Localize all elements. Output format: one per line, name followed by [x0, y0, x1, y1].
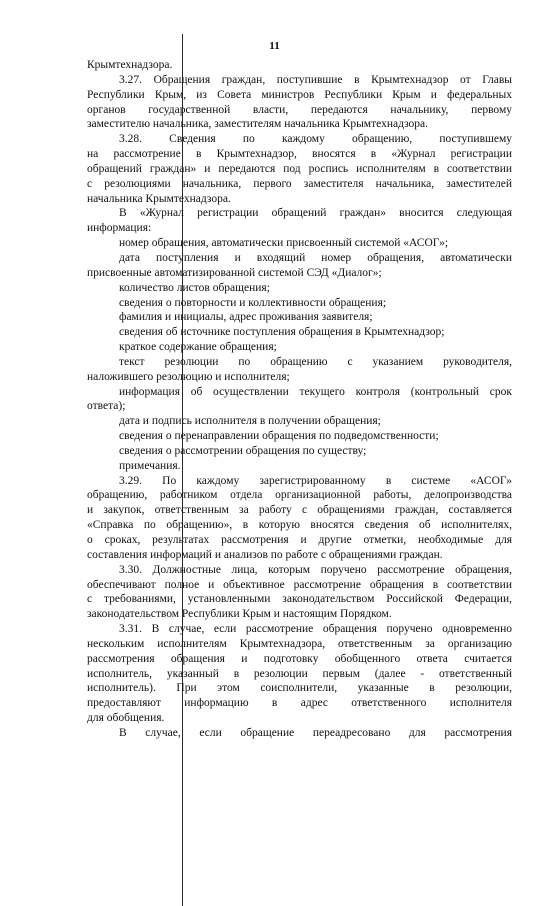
text-line: рассмотрения обращения и подготовку обобщенного ответа считается	[87, 652, 512, 665]
paragraph	[87, 58, 512, 73]
text-line: информация:	[87, 222, 152, 235]
text-line: законодательством Республики Крым и настоящим Порядком.	[87, 608, 392, 621]
text-line: заместителю начальника, заместителям начальника Крымтехнадзора.	[87, 118, 429, 131]
text-line: на рассмотрение в Крымтехнадзор, вносятся в «Журнал регистрации	[87, 148, 512, 161]
paragraph	[87, 385, 512, 415]
text-line: составления информаций и анализов по работе с обращениями граждан.	[87, 548, 443, 561]
paragraph	[87, 325, 512, 340]
text-line: примечания.	[119, 459, 181, 472]
text-line: дата и подпись исполнителя в получении обращения;	[119, 415, 381, 428]
text-line: сведения об источнике поступления обращения в Крымтехнадзор;	[119, 326, 445, 339]
text-line: сведения о перенаправлении обращения по подведомственности;	[119, 430, 439, 443]
text-line: Крымтехнадзора.	[87, 59, 173, 71]
text-line: сведения о повторности и коллективности обращения;	[119, 296, 387, 309]
paragraph	[87, 132, 512, 206]
paragraph	[87, 296, 512, 311]
text-line: органов государственной власти, передаются начальнику, первому	[87, 103, 512, 116]
text-line: с резолюциями начальника, первого заместителя начальника, заместителей	[87, 177, 512, 190]
paragraph	[87, 251, 512, 281]
text-line: 3.27. Обращения граждан, поступившие в Крымтехнадзор от Главы	[119, 73, 512, 86]
text-line: наложившего резолюцию и исполнителя;	[87, 370, 290, 383]
text-line: обеспечивают полное и объективное рассмотрение обращения в соответствии	[87, 578, 512, 591]
text-line: дата поступления и входящий номер обращения, автоматически	[119, 251, 512, 264]
text-line: присвоенные автоматизированной системой СЭД «Диалог»;	[87, 266, 382, 279]
page-number: 11	[269, 40, 280, 52]
text-line: исполнитель). При этом соисполнители, указанные в резолюции,	[87, 682, 512, 695]
text-line: информация об осуществлении текущего контроля (контрольный срок	[119, 385, 512, 398]
document-body	[87, 58, 512, 741]
text-line: обращений граждан» и передаются под роспись исполнителям в соответствии	[87, 162, 512, 175]
text-line: с требованиями, установленными законодательством Российской Федерации,	[87, 593, 512, 606]
text-line: предоставляют информацию в адрес ответственного исполнителя	[87, 697, 512, 710]
text-line: начальника Крымтехнадзора.	[87, 192, 231, 205]
paragraph	[87, 310, 512, 325]
text-line: для обобщения.	[87, 712, 165, 725]
text-line: фамилия и инициалы, адрес проживания заявителя;	[119, 311, 373, 324]
paragraph	[87, 414, 512, 429]
paragraph	[87, 236, 512, 251]
paragraph	[87, 281, 512, 296]
text-line: В «Журнал регистрации обращений граждан» вносится следующая	[119, 207, 512, 220]
text-line: о сроках, результатах рассмотрения и другие отметки, необходимые для	[87, 534, 512, 546]
paragraph	[87, 474, 512, 563]
paragraph	[87, 206, 512, 236]
text-line: В случае, если обращение переадресовано для рассмотрения	[119, 726, 512, 739]
paragraph	[87, 429, 512, 444]
text-line: 3.29. По каждому зарегистрированному в системе «АСОГ»	[119, 474, 512, 487]
text-line: ответа);	[87, 400, 126, 413]
text-line: 3.30. Должностные лица, которым поручено рассмотрение обращения,	[119, 563, 512, 576]
text-line: текст резолюции по обращению с указанием руководителя,	[119, 355, 512, 368]
text-line: обращению, работником отдела организационной работы, делопроизводства	[87, 489, 512, 502]
text-line: нескольким исполнителям Крымтехнадзора, ответственным за организацию	[87, 637, 512, 650]
text-line: исполнитель, указанный в резолюции первым (далее - ответственный	[87, 667, 512, 680]
paragraph	[87, 459, 512, 474]
text-line: 3.31. В случае, если рассмотрение обращения поручено одновременно	[119, 623, 512, 636]
paragraph	[87, 340, 512, 355]
text-line: и закупок, ответственным за работу с обращениями граждан, составляется	[87, 504, 512, 517]
paragraph	[87, 444, 512, 459]
paragraph	[87, 355, 512, 385]
text-line: краткое содержание обращения;	[119, 341, 277, 354]
paragraph	[87, 73, 512, 132]
paragraph	[87, 726, 512, 741]
text-line: сведения о рассмотрении обращения по существу;	[119, 444, 367, 457]
text-line: 3.28. Сведения по каждому обращению, поступившему	[119, 133, 512, 146]
text-line: количество листов обращения;	[119, 281, 270, 294]
text-line: номер обращения, автоматически присвоенный системой «АСОГ»;	[119, 237, 449, 250]
text-line: Республики Крым, из Совета министров Республики Крым и федеральных	[87, 88, 512, 101]
text-line: «Справка по обращению», в которую вносятся сведения об исполнителях,	[87, 519, 512, 532]
paragraph	[87, 622, 512, 726]
paragraph	[87, 563, 512, 622]
